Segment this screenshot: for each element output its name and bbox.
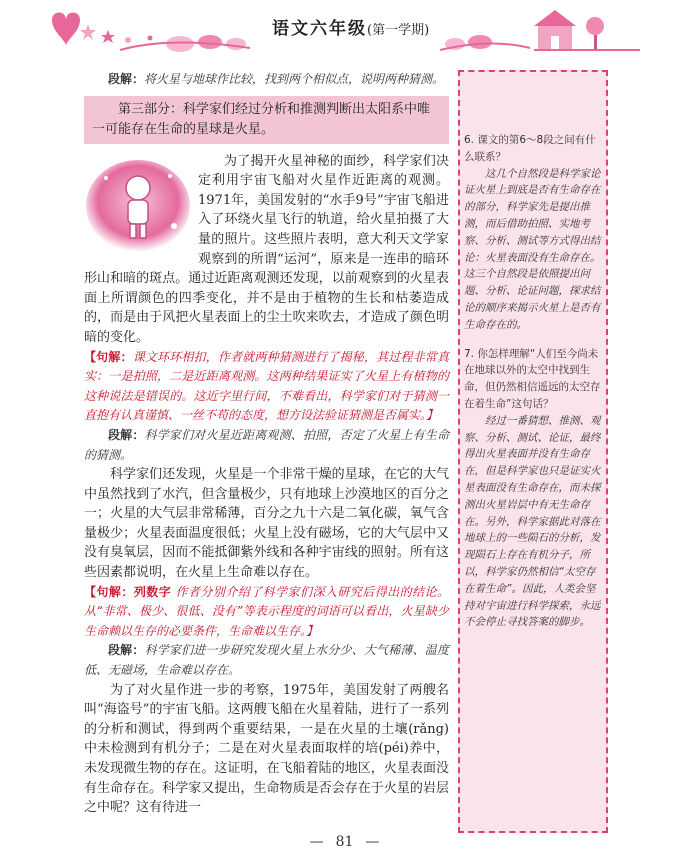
sidebar-content: [464, 132, 602, 643]
analysis-label: 段解：: [108, 72, 145, 86]
analysis-paragraph: [84, 641, 449, 680]
sidebar-question: 7. 你怎样理解“人们至今尚未在地球以外的太空中找到生命，但仍然相信遥远的太空存在着生命”这句话？: [464, 347, 601, 410]
sentence-note: [84, 348, 449, 426]
sentence-note-label: 【句解：: [84, 349, 133, 364]
analysis-text: 科学家们进一步研究发现火星上水分少、大气稀薄、温度低、无磁场，生命难以存在。: [84, 643, 449, 678]
sidebar-question: 6. 课文的第6～8段之间有什么联系？: [464, 134, 596, 163]
heart-icon: [52, 13, 80, 47]
footer-dash: —: [309, 834, 324, 850]
sentence-note-text: 课文环环相扣，作者就两种猜测进行了揭秘，其过程非常真实：一是拍照，二是近距离观测。这两种结果证实了火星上有植物的这种说法是错误的。这近字里行间，不难看出，科学家们对于猜测一直抱有认真谨慎、一丝不苟的态度，想方设法验证猜测是否属实。】: [84, 349, 449, 423]
analysis-label: 段解：: [108, 427, 145, 442]
book-subtitle: (第一学期): [367, 23, 430, 38]
analysis-label: 段解：: [108, 643, 145, 658]
sidebar-answer: 经过一番猜想、推测、观察、分析、测试、论证，最终得出火星表面并没有生命存在，但是科学家也只是证实火星表面没有生命存在，而未探测出火星岩层中有无生命存在。另外，科学家据此对落在地球上的一些陨石的分析，发现陨石上存在有机分子，所以，科学家仍然相信“太空存在着生命”。因此，人类会坚持对宇宙进行科学探索，永远不会停止寻找答案的脚步。: [464, 414, 601, 629]
section-text: 第三部分：科学家们经过分析和推测判断出太阳系中唯一可能存在生命的星球是火星。: [92, 101, 431, 137]
page-title: [272, 14, 429, 39]
astronaut-illustration: [84, 156, 192, 256]
sidebar-answer: 这几个自然段是科学家论证火星上到底是否有生命存在的部分，科学家先是提出推测，而后借助拍照、实地考察、分析、测试等方式得出结论：火星表面没有生命存在。这三个自然段是依照提出问题、分析、论证问题，探求结论的顺序来揭示火星上是否有生命存在的。: [464, 167, 601, 331]
analysis-paragraph: [84, 426, 449, 465]
section-band: [84, 96, 449, 144]
sentence-note: [84, 583, 449, 642]
body-paragraph: 为了对火星作进一步的考察，1975年，美国发射了两艘名叫“海盗号”的宇宙飞船。这两艘飞船在火星着陆，进行了一系列的分析和测试，得到两个重要结果，一是在火星的土壤(rǎng)中未检测到有机分子；二是在对火星表面取样的培(péi)养中，未发现微生物的存在。这证明，在飞船着陆的地区，火星表面没有生命存在。科学家又提出，生命物质是否会存在于火星的岩层之中呢？这有待进一: [84, 682, 449, 816]
page-header: [0, 0, 689, 68]
analysis-paragraph: [84, 70, 449, 90]
page-number: 81: [335, 834, 354, 850]
analysis-text: 将火星与地球作比较，找到两个相似点，说明两种猜测。: [144, 72, 445, 86]
body-paragraph: 为了揭开火星神秘的面纱，科学家们决定利用宇宙飞船对火星作近距离的观测。1971年，美国发射的“水手9号”宇宙飞船进入了环绕火星飞行的轨道，给火星拍摄了大量的照片。这些照片表明，意大利天文学家观察到的所谓“运河”，原来是一连串的暗环形山和暗的斑点。通过近距离观测还发现，以前观察到的火星表面上所谓颜色的四季变化，并不是由于植物的生长和枯萎造成的，而是由于风把火星表面上的尘土吹来吹去，才造成了颜色明暗的变化。: [84, 153, 449, 345]
star-icon: [80, 24, 96, 40]
analysis-text: 科学家们对火星近距离观测、拍照，否定了火星上有生命的猜测。: [84, 427, 449, 462]
book-title: 语文六年级: [272, 19, 367, 39]
star-icon: [101, 30, 115, 43]
footer-dash: —: [365, 834, 380, 850]
main-column: [84, 70, 449, 818]
sentence-note-text: 作者分别介绍了科学家们深入研究后得出的结论。从“非常、极少、很低、没有”等表示程度的词语可以看出，火星缺少生命赖以生存的必要条件，生命难以生存。】: [84, 584, 449, 638]
body-paragraph: 科学家们还发现，火星是一个非常干燥的星球，在它的大气中虽然找到了水汽，但含量极少，只有地球上沙漠地区的百分之一；火星的大气层非常稀薄，百分之九十六是二氧化碳，氧气含量极少；火星表面温度很低；火星上没有磁场，它的大气层中又没有臭氧层，因而不能抵御紫外线和各种宇宙线的照射。所有这些因素都说明，在火星上生命难以存在。: [84, 467, 449, 581]
page-footer: [0, 834, 689, 850]
sentence-note-label: 【句解：列数字: [84, 584, 172, 599]
